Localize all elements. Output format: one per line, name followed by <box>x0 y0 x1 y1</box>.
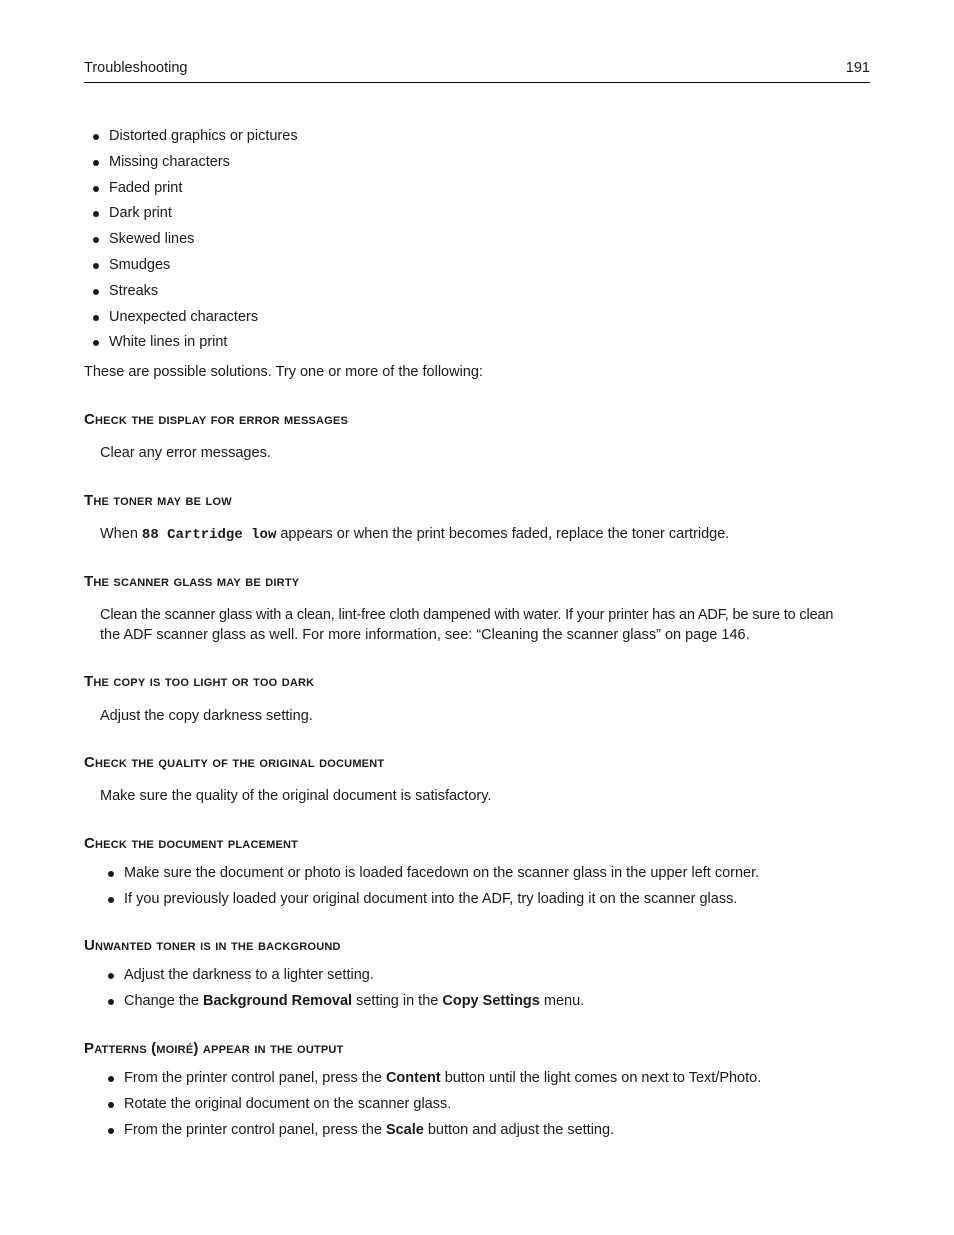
list-item: Faded print <box>84 176 870 202</box>
page-header <box>84 60 870 83</box>
check-display-body: Clear any error messages. <box>100 445 271 461</box>
header-section-title: Troubleshooting <box>84 60 188 76</box>
patterns-list <box>84 1066 870 1143</box>
unwanted-toner-list <box>84 963 870 1015</box>
body-text: menu. <box>539 992 585 1009</box>
header-page-number: 191 <box>845 60 870 76</box>
intro-text: These are possible solutions. Try one or more of the following: <box>84 364 483 380</box>
menu-name: Copy Settings <box>442 992 540 1009</box>
body-text: From the printer control panel, press the <box>124 1070 386 1086</box>
body-text: appears or when the print becomes faded, replace the toner cartridge. <box>276 526 730 542</box>
heading-glass-dirty: The scanner glass may be dirty <box>84 573 300 590</box>
list-item: Skewed lines <box>84 227 870 253</box>
heading-copy-light-dark: The copy is too light or too dark <box>84 673 315 690</box>
placement-list <box>84 861 870 913</box>
symptom-list <box>84 124 870 356</box>
heading-check-quality: Check the quality of the original document <box>84 754 385 771</box>
list-item: If you previously loaded your original document into the ADF, try loading it on the scanner glass. <box>84 887 870 913</box>
body-text: Change the <box>124 992 204 1009</box>
copy-light-dark-body: Adjust the copy darkness setting. <box>100 708 313 724</box>
list-item: Distorted graphics or pictures <box>84 124 870 150</box>
heading-toner-low: The toner may be low <box>84 492 232 509</box>
heading-check-display: Check the display for error messages <box>84 411 348 428</box>
list-item: Unexpected characters <box>84 305 870 331</box>
list-item: Rotate the original document on the scanner glass. <box>84 1092 870 1118</box>
list-item: Adjust the darkness to a lighter setting. <box>84 963 870 989</box>
message-code: 88 Cartridge low <box>141 527 277 543</box>
glass-dirty-line-2: the ADF scanner glass as well. For more information, see: “Cleaning the scanner glass” on page 146. <box>100 627 750 643</box>
list-item <box>84 1118 870 1144</box>
list-item <box>84 1066 870 1092</box>
check-quality-body: Make sure the quality of the original document is satisfactory. <box>100 788 492 804</box>
list-item <box>84 989 870 1015</box>
setting-name: Background Removal <box>203 992 353 1009</box>
list-item: Make sure the document or photo is loaded facedown on the scanner glass in the upper left corner. <box>84 861 870 887</box>
button-name: Scale <box>385 1121 424 1138</box>
list-item: Missing characters <box>84 150 870 176</box>
body-text: button and adjust the setting. <box>423 1121 615 1138</box>
body-text: setting in the <box>352 992 443 1009</box>
list-item: Smudges <box>84 253 870 279</box>
body-text: From the printer control panel, press the <box>124 1121 386 1138</box>
toner-low-body <box>84 524 886 545</box>
heading-unwanted-toner: Unwanted toner is in the background <box>84 937 341 954</box>
list-item: Dark print <box>84 201 870 227</box>
button-name: Content <box>385 1070 441 1086</box>
body-text: button until the light comes on next to Text/Photo. <box>440 1070 762 1086</box>
body-text: When <box>100 526 142 542</box>
heading-check-placement: Check the document placement <box>84 835 299 852</box>
list-item: Streaks <box>84 279 870 305</box>
glass-dirty-line-1: Clean the scanner glass with a clean, lint-free cloth dampened with water. If your printer has an ADF, be sure to clean <box>100 607 834 623</box>
heading-patterns: Patterns (moiré) appear in the output <box>84 1040 344 1057</box>
list-item: White lines in print <box>84 330 870 356</box>
